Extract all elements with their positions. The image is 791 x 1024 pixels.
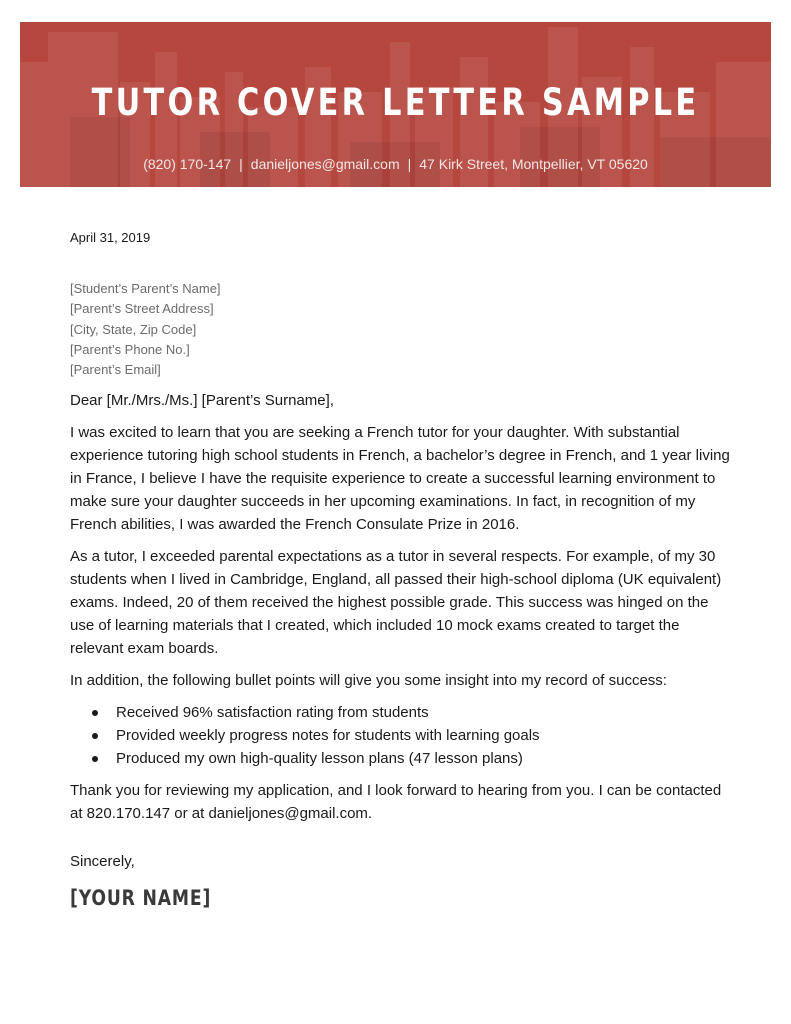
- body-paragraph: I was excited to learn that you are seeking a French tutor for your daughter. With substantial experience tutoring high school students in French, a bachelor’s degree in French, and 1 year living in France, I believe I have the requisite experience to create a successful learning environment to make sure your daughter succeeds in her upcoming examinations. In fact, in recognition of my French abilities, I was awarded the French Consulate Prize in 2016.: [70, 424, 730, 534]
- list-item-text: Produced my own high-quality lesson plans (47 lesson plans): [116, 750, 523, 768]
- body-paragraph: As a tutor, I exceeded parental expectations as a tutor in several respects. For example, of my 30 students when I lived in Cambridge, England, all passed their high-school diploma (UK equivalent) exams. Indeed, 20 of them received the highest possible grade. This success was hinged on the use of learning materials that I created, which included 10 mock exams created to target the relevant exam boards.: [70, 548, 722, 658]
- bullet-icon: [92, 733, 98, 739]
- list-item: [116, 747, 730, 770]
- recipient-block: [70, 279, 730, 380]
- list-item-text: Received 96% satisfaction rating from students: [116, 704, 429, 722]
- body-paragraph: In addition, the following bullet points will give you some insight into my record of success:: [70, 672, 667, 690]
- phone-number: (820) 170-147: [143, 156, 232, 172]
- salutation: Dear [Mr./Mrs./Ms.] [Parent’s Surname],: [70, 392, 334, 410]
- street-address: 47 Kirk Street, Montpellier, VT 05620: [419, 156, 648, 172]
- bullet-icon: [92, 710, 98, 716]
- recipient-phone: [Parent’s Phone No.]: [70, 341, 190, 357]
- letter-body: [70, 229, 730, 910]
- list-item: [116, 724, 730, 747]
- recipient-city: [City, State, Zip Code]: [70, 321, 197, 337]
- list-item: [116, 701, 730, 724]
- closing-paragraph: Thank you for reviewing my application, and I look forward to hearing from you. I can be contacted at 820.170.147 or at danieljones@gmail.com.: [70, 782, 722, 823]
- bullet-icon: [92, 756, 98, 762]
- contact-separator: |: [239, 156, 243, 172]
- email-address: danieljones@gmail.com: [250, 156, 400, 172]
- recipient-street: [Parent’s Street Address]: [70, 301, 214, 317]
- letter-date: April 31, 2019: [70, 230, 151, 245]
- signature-name: [YOUR NAME]: [70, 886, 212, 911]
- header-banner: [20, 22, 771, 187]
- contact-info: [20, 156, 771, 172]
- achievement-list: [70, 701, 730, 770]
- recipient-email: [Parent’s Email]: [70, 362, 161, 378]
- contact-separator: |: [407, 156, 412, 172]
- page-title: TUTOR COVER LETTER SAMPLE: [91, 81, 700, 124]
- list-item-text: Provided weekly progress notes for students with learning goals: [116, 727, 540, 745]
- recipient-name: [Student’s Parent’s Name]: [70, 281, 221, 296]
- signoff: Sincerely,: [70, 853, 135, 871]
